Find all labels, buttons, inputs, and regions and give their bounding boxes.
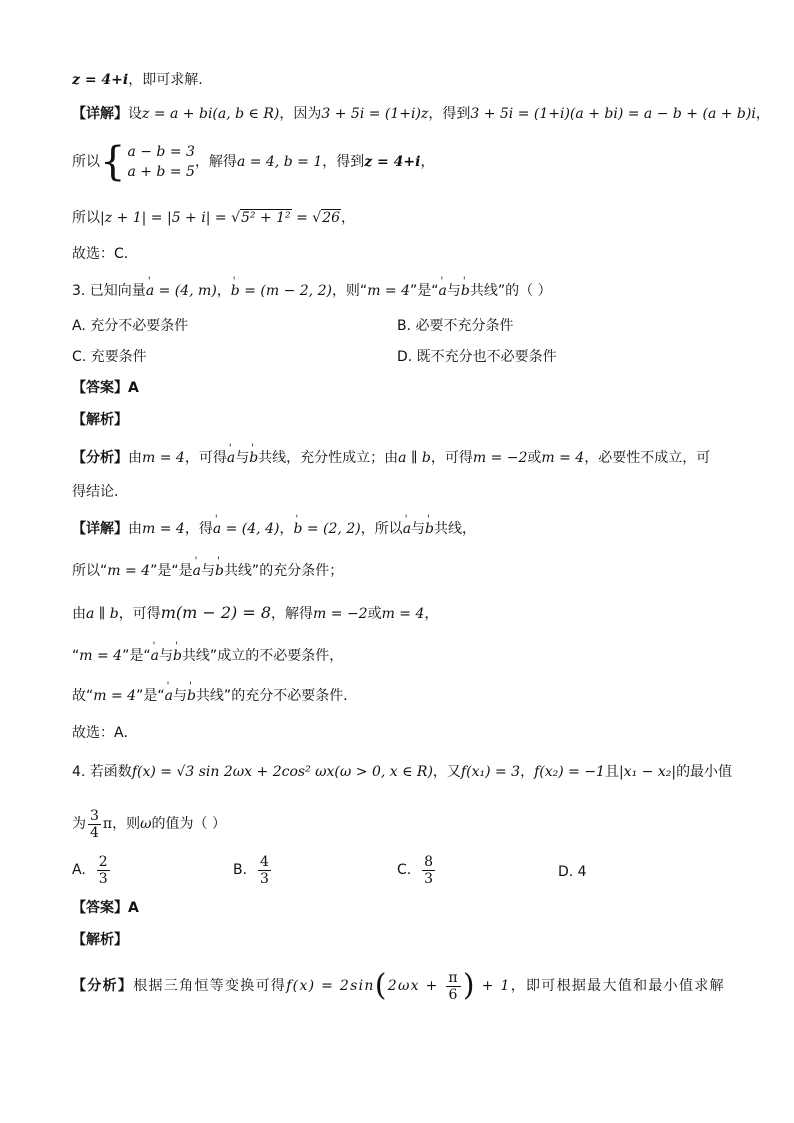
vector-a: ' a [439,281,447,301]
text: 与 [411,521,426,537]
numerator: 3 [90,807,99,824]
question-3-line-3 [72,603,438,624]
math: m = −2 [313,606,368,622]
text: ， [755,106,770,122]
question-4-stem-cont [72,806,226,842]
equation-system [100,139,195,185]
text: ”是“ [410,283,439,299]
text: ”是“是 [150,563,193,579]
text: ，得 [184,521,213,537]
option-d: D. 既不充分也不必要条件 [397,349,557,365]
question-3-line-6: 故选：A． [72,725,138,741]
math: m = −2 [472,450,528,466]
text: ，即可求解. [128,72,203,88]
text: 与 [200,563,215,579]
option-c: C. 充要条件 [72,349,147,365]
question-3-xiangjie [72,519,476,539]
math: f(x₂) = −1 [534,764,605,780]
math: m = 4 [93,688,137,704]
math: f(x) = 2sin [286,978,375,994]
answer-value: A [128,380,139,396]
math: m = 4 [142,450,185,466]
text: 设 [128,106,142,122]
line-2 [72,104,770,124]
text: 共线，充分性成立；由 [258,450,399,466]
text: 由 [72,606,86,622]
text: ，则 [112,816,141,832]
option-label: A. [72,862,86,878]
math: m = 4 [107,563,151,579]
fraction [97,854,110,887]
tag-answer: 【答案】 [72,380,128,396]
text: ，可得 [184,450,227,466]
question-4-answer [72,898,139,918]
vector-b: ' b [173,646,182,666]
option-a [72,852,112,888]
fraction [446,970,461,1003]
math: f(x) = √3 sin 2ωx + 2cos² ωx(ω > 0, x ∈ R) [131,764,433,780]
text: 共线”成立的不必要条件， [181,648,344,664]
tag-fenxi: 【分析】 [72,978,134,994]
math: f(x₁) = 3 [460,764,521,780]
system-row: a + b = 5 [127,164,195,180]
text: 所以 [72,210,100,226]
math: 3 + 5i = (1+i)z [321,106,429,122]
line-4 [72,208,355,228]
text: ， [520,764,535,780]
text: 共线”的充分不必要条件． [195,688,358,704]
math: |x₁ − x₂| [618,764,677,780]
vector-a: ' a [227,448,235,468]
math: ' b = (m − 2, 2) [231,281,332,301]
fraction [422,854,435,887]
fraction [258,854,271,887]
text: 与 [158,648,173,664]
text: ，则“ [331,283,368,299]
text: ”是“ [122,648,151,664]
text: ，又 [432,764,461,780]
text: 或 [367,606,382,622]
radicand: 26 [322,210,341,226]
text: 共线”的充分条件； [223,563,344,579]
line-3 [72,139,435,185]
question-3-line-5 [72,686,357,706]
text: ， [420,154,435,170]
math: a ∥ b [86,606,119,622]
option-b [233,852,273,888]
question-3-answer [72,378,139,398]
option-a: A. 充分不必要条件 [72,318,189,334]
text: ， [424,606,439,622]
text: 与 [172,688,187,704]
text: ，得到 [428,106,471,122]
text: 共线， [434,521,477,537]
math: m = 4 [142,521,185,537]
left-paren: ( [374,968,388,1003]
text: 的值为（ ） [151,816,226,832]
vector-b: ' b [187,686,196,706]
math: + 1 [475,978,511,994]
math: a ∥ b [398,450,431,466]
option-c [397,852,437,888]
question-3-fenxi [72,448,710,468]
vector-b: ' b [249,448,258,468]
text: 或 [527,450,542,466]
text: ”是“ [136,688,165,704]
option-b: B. 必要不充分条件 [397,318,514,334]
math: m = 4 [79,648,123,664]
text: 且 [604,764,619,780]
math: 3 + 5i = (1+i)(a + bi) = a − b + (a + b)i [470,106,756,122]
math: = [291,210,313,226]
text: 故“ [72,688,94,704]
question-3-jiexi: 【解析】 [72,412,128,428]
text: ， [216,283,231,299]
tag-answer: 【答案】 [72,900,128,916]
text: 与 [446,283,461,299]
right-paren: ) [462,968,476,1003]
text: ，所以 [360,521,403,537]
text: 由 [128,450,142,466]
numerator: 2 [98,853,108,870]
vector-a: ' a [151,646,159,666]
vector-a: ' a [193,561,201,581]
denominator: 3 [98,870,108,887]
text: 由 [128,521,142,537]
denominator: 3 [259,870,269,887]
vector-a: ' a [403,519,411,539]
denominator: 3 [424,870,434,887]
option-label: C. [397,862,412,878]
brace: { [100,139,126,185]
vector-b: ' b [425,519,434,539]
math: ' a = (4, m) [146,281,217,301]
vector-b: ' b [461,281,470,301]
math: a = 4, b = 1 [236,154,323,170]
fraction [88,808,101,841]
option-d: D. 4 [558,864,587,880]
text: “ [72,648,80,664]
text: 3. 已知向量 [72,283,146,299]
sqrt-sign: √ [312,210,322,226]
tag-xiangjie: 【详解】 [72,521,128,537]
text: ，必要性不成立，可 [584,450,711,466]
radicand: 5² + 1² [240,210,291,226]
text: ，即可根据最大值和最小值求解 [510,978,725,994]
option-label: B. [233,862,248,878]
math: m = 4 [367,283,411,299]
numerator: 4 [259,853,269,870]
text: 4. 若函数 [72,764,132,780]
numerator: 8 [424,853,434,870]
answer-value: A [128,900,139,916]
text: 共线”的（ ） [469,283,552,299]
text: ， [341,210,356,226]
text: 的最小值 [676,764,733,780]
line-1 [72,70,203,90]
vector-b: ' b [215,561,224,581]
question-4-jiexi: 【解析】 [72,932,128,948]
question-3-line-2 [72,561,343,581]
text: 与 [235,450,250,466]
text: ，解得 [271,606,314,622]
math: ' a = (4, 4) [213,519,280,539]
text: 故选：C. [72,246,129,262]
question-3-line-4 [72,646,343,666]
vector-a: ' a [165,686,173,706]
text: ， [279,521,294,537]
pi: π [102,816,113,832]
denominator: 4 [90,824,99,841]
tag-xiangjie: 【详解】 [72,106,128,122]
omega: ω [140,816,152,832]
text: 所以 [72,154,100,170]
text: ，因为 [279,106,322,122]
math: m(m − 2) = 8 [160,603,272,622]
text: ，可得 [430,450,473,466]
question-3-stem [72,281,552,301]
text: ，解得 [194,154,237,170]
question-4-stem [72,762,732,782]
system-row: a − b = 3 [127,144,195,160]
text: 根据三角恒等变换可得 [133,978,287,994]
question-3-fenxi-cont: 得结论. [72,484,119,500]
math: 2ωx + [387,978,445,994]
text: 所以“ [72,563,108,579]
math: ' b = (2, 2) [293,519,360,539]
math: m = 4 [541,450,585,466]
text: 为 [72,816,86,832]
text: ，可得 [118,606,161,622]
text: ，得到 [322,154,365,170]
math: z = a + bi(a, b ∈ R) [142,106,280,122]
denominator: 6 [448,986,459,1003]
math: m = 4 [381,606,425,622]
question-4-fenxi [72,964,725,1008]
math-z: z = 4+i [72,72,129,88]
math: |z + 1| = |5 + i| = [100,210,232,226]
sqrt-sign: √ [231,210,240,226]
tag-fenxi: 【分析】 [72,450,128,466]
numerator: π [448,969,459,986]
line-5 [72,244,128,264]
math: z = 4+i [364,154,421,170]
